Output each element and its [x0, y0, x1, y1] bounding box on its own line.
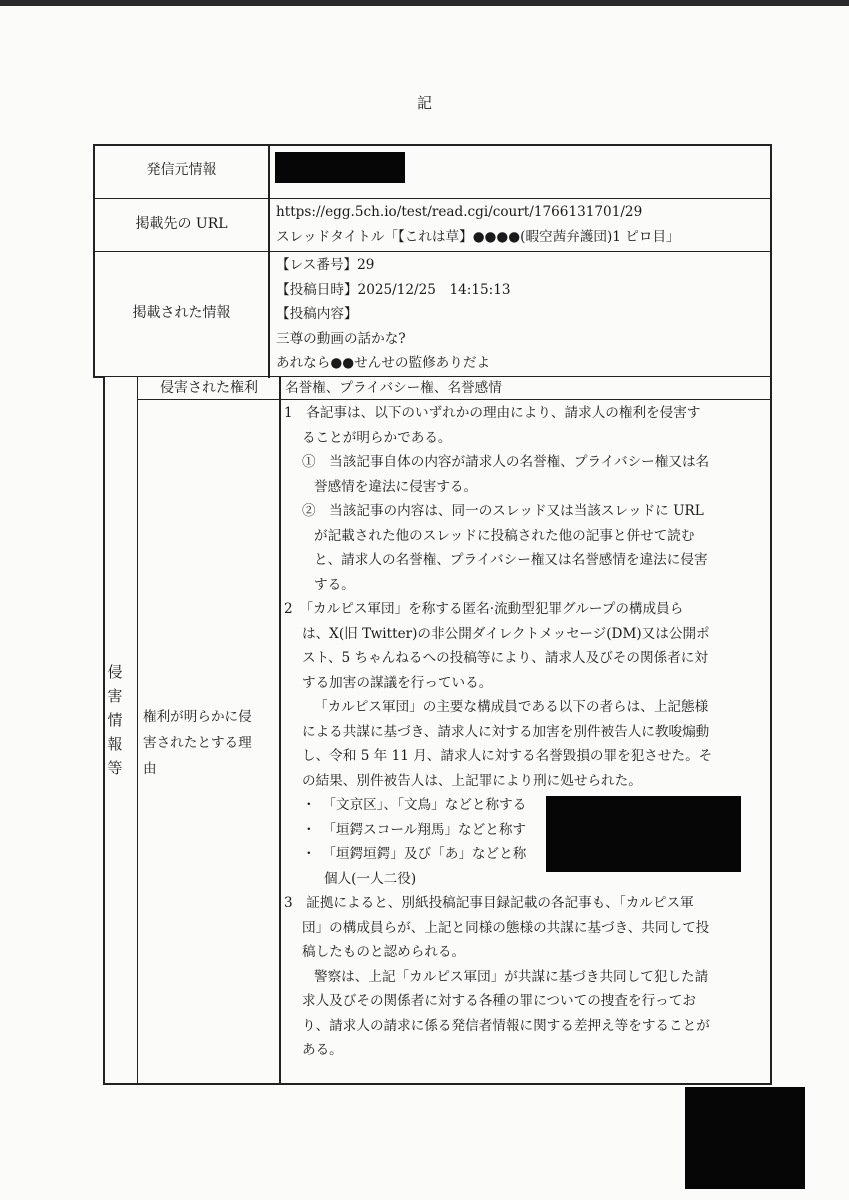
reason-line: 2 「カルピス軍団」を称する匿名·流動型犯罪グループの構成員ら — [284, 601, 684, 617]
reason-line: り、請求人の請求に係る発信者情報に関する差押え等をすることが — [302, 1017, 710, 1034]
table-border-bottom — [103, 1083, 772, 1085]
group-label-char: 報 — [107, 735, 123, 753]
reason-line: ② 当該記事の内容は、同一のスレッド又は当該スレッドに URL — [302, 503, 704, 519]
reason-line: 団」の構成員らが、上記と同様の態様の共謀に基づき、共同して投 — [302, 919, 710, 936]
document-heading: 記 — [416, 94, 432, 112]
reason-line: 1 各記事は、以下のいずれかの理由により、請求人の権利を侵害す — [284, 405, 701, 421]
reason-label — [143, 704, 277, 782]
infringed-rights-label: 侵害された権利 — [160, 380, 258, 396]
reason-line: が記載された他のスレッドに投稿された他の記事と併せて読む — [314, 527, 695, 544]
row-separator-1 — [93, 198, 772, 199]
url-label: 掲載先の URL — [135, 216, 228, 232]
reason-line: 誉感情を違法に侵害する。 — [314, 478, 478, 495]
row-separator-2 — [93, 251, 772, 252]
post-content-line: 三尊の動画の話かな? — [276, 330, 406, 347]
bullet-item: ・ 「垣鍔スコール翔馬」などと称す — [302, 821, 527, 838]
reason-line: 稿したものと認められる。 — [302, 944, 466, 960]
group-label-char: 等 — [107, 759, 123, 777]
table-border-top — [93, 144, 772, 146]
reason-label-line: 由 — [143, 761, 157, 777]
post-datetime: 【投稿日時】2025/12/25 14:15:13 — [276, 281, 511, 298]
reason-body — [284, 401, 768, 1063]
reason-line: し、令和 5 年 11 月、請求人に対する名誉毀損の罪を犯させた。そ — [302, 748, 713, 764]
reason-line: 個人(一人二役) — [324, 870, 417, 887]
reason-label-line: 害されたとする理 — [143, 735, 252, 751]
post-content-heading: 【投稿内容】 — [276, 306, 358, 322]
reason-line: ① 当該記事自体の内容が請求人の名誉権、プライバシー権又は名 — [302, 454, 710, 470]
group-label-divider — [137, 377, 138, 1084]
infringed-rights-value: 名誉権、プライバシー権、名誉感情 — [285, 380, 502, 396]
posted-info-value — [276, 253, 766, 376]
infringement-group-label — [103, 660, 127, 780]
reason-line: 「カルピス軍団」の主要な構成員である以下の者らは、上記態様 — [314, 699, 709, 715]
reason-line: と、請求人の名誉権、プライバシー権又は名誉感情を違法に侵害 — [314, 552, 708, 568]
url-value — [276, 200, 766, 249]
post-content-line: あれなら●●せんせの監修ありだよ — [276, 355, 491, 371]
table-border-right — [770, 144, 772, 1085]
corner-redaction — [685, 1087, 805, 1189]
posted-info-label: 掲載された情報 — [132, 305, 231, 321]
thread-title: スレッドタイトル「【これは草】●●●●(暇空茜弁護団)1 ピロ目」 — [276, 228, 680, 245]
names-redaction — [546, 796, 741, 872]
column-divider-lower — [279, 377, 281, 1084]
group-label-char: 害 — [107, 687, 123, 705]
reason-line: スト、5 ちゃんねるへの投稿等により、請求人及びその関係者に対 — [302, 650, 708, 666]
sender-info-label: 発信元情報 — [146, 162, 217, 178]
reason-label-line: 権利が明らかに侵 — [143, 709, 252, 725]
sender-info-redaction — [275, 152, 405, 183]
reason-line: 求人及びその関係者に対する各種の罪についての捜査を行ってお — [302, 993, 696, 1009]
reason-line: の結果、別件被告人は、上記罪により刑に処せられた。 — [302, 772, 642, 789]
group-label-char: 情 — [107, 711, 123, 729]
bullet-item: ・ 「文京区」、「文鳥」などと称する — [302, 797, 527, 813]
reason-line: ある。 — [302, 1042, 343, 1058]
reason-line: 警察は、上記「カルピス軍団」が共謀に基づき共同して犯した請 — [314, 968, 709, 985]
reason-line: による共謀に基づき、請求人に対する加害を別件被告人に教唆煽動 — [302, 723, 710, 740]
res-number: 【レス番号】29 — [276, 257, 375, 273]
reason-line: 3 証拠によると、別紙投稿記事目録記載の各記事も、「カルピス軍 — [284, 895, 694, 911]
group-label-char: 侵 — [107, 663, 123, 681]
reason-line: は、X(旧 Twitter)の非公開ダイレクトメッセージ(DM)又は公開ポ — [302, 625, 710, 642]
column-divider-upper — [268, 144, 270, 378]
post-url: https://egg.5ch.io/test/read.cgi/court/1766131701/29 — [276, 204, 643, 220]
reason-line: ることが明らかである。 — [302, 429, 452, 446]
reason-line: する加害の謀議を行っている。 — [302, 674, 493, 691]
bullet-item: ・ 「垣鍔垣鍔」及び「あ」などと称 — [302, 846, 527, 862]
reason-line: する。 — [314, 576, 355, 593]
